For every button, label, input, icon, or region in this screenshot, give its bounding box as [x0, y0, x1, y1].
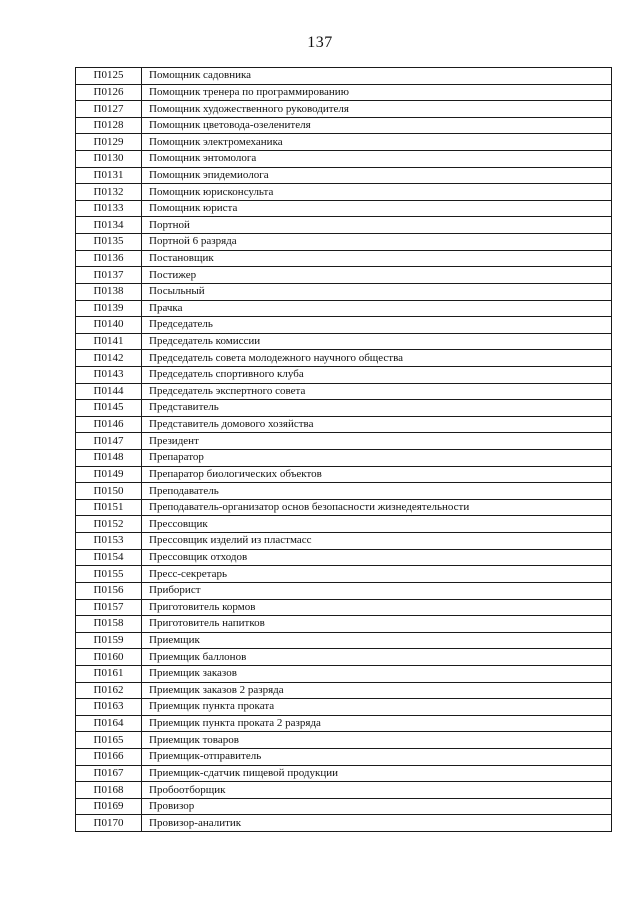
row-code: П0158: [76, 616, 142, 633]
row-code: П0132: [76, 184, 142, 201]
row-code: П0129: [76, 134, 142, 151]
row-name: Приемщик заказов: [142, 665, 612, 682]
row-name: Приемщик: [142, 632, 612, 649]
table-row: [76, 68, 612, 85]
row-name: Приемщик-отправитель: [142, 748, 612, 765]
row-name: Председатель совета молодежного научного общества: [142, 350, 612, 367]
row-name: Представитель домового хозяйства: [142, 416, 612, 433]
row-code: П0151: [76, 499, 142, 516]
table-row: [76, 234, 612, 251]
row-code: П0157: [76, 599, 142, 616]
row-name: Приемщик пункта проката 2 разряда: [142, 715, 612, 732]
table-row: [76, 533, 612, 550]
table-row: [76, 665, 612, 682]
row-code: П0126: [76, 84, 142, 101]
table-row: [76, 200, 612, 217]
row-name: Прачка: [142, 300, 612, 317]
table-row: [76, 682, 612, 699]
row-code: П0165: [76, 732, 142, 749]
row-name: Представитель: [142, 400, 612, 417]
row-name: Портной 6 разряда: [142, 234, 612, 251]
table-row: [76, 699, 612, 716]
table-row: [76, 383, 612, 400]
table-row: [76, 300, 612, 317]
row-code: П0148: [76, 450, 142, 467]
row-name: Приготовитель напитков: [142, 616, 612, 633]
row-name: Приборист: [142, 582, 612, 599]
table-row: [76, 582, 612, 599]
table-row: [76, 333, 612, 350]
row-name: Приемщик товаров: [142, 732, 612, 749]
row-name: Постановщик: [142, 250, 612, 267]
row-code: П0163: [76, 699, 142, 716]
table-row: [76, 765, 612, 782]
table-row: [76, 433, 612, 450]
row-name: Помощник юрисконсульта: [142, 184, 612, 201]
table-row: [76, 217, 612, 234]
row-name: Прессовщик: [142, 516, 612, 533]
row-name: Приемщик пункта проката: [142, 699, 612, 716]
row-name: Помощник цветовода-озеленителя: [142, 117, 612, 134]
row-name: Председатель: [142, 317, 612, 334]
row-code: П0145: [76, 400, 142, 417]
table-row: [76, 815, 612, 832]
row-code: П0136: [76, 250, 142, 267]
row-name: Приготовитель кормов: [142, 599, 612, 616]
row-name: Провизор: [142, 798, 612, 815]
table-row: [76, 350, 612, 367]
row-name: Помощник тренера по программированию: [142, 84, 612, 101]
table-row: [76, 516, 612, 533]
table-row: [76, 400, 612, 417]
table-row: [76, 101, 612, 118]
row-name: Преподаватель-организатор основ безопасности жизнедеятельности: [142, 499, 612, 516]
row-name: Провизор-аналитик: [142, 815, 612, 832]
row-name: Приемщик-сдатчик пищевой продукции: [142, 765, 612, 782]
row-code: П0170: [76, 815, 142, 832]
row-code: П0138: [76, 283, 142, 300]
row-name: Помощник энтомолога: [142, 151, 612, 168]
table-row: [76, 117, 612, 134]
row-code: П0167: [76, 765, 142, 782]
occupation-table: [75, 67, 612, 832]
row-name: Преподаватель: [142, 483, 612, 500]
table-row: [76, 732, 612, 749]
row-code: П0135: [76, 234, 142, 251]
table-row: [76, 549, 612, 566]
row-code: П0127: [76, 101, 142, 118]
table-row: [76, 748, 612, 765]
row-name: Пресс-секретарь: [142, 566, 612, 583]
row-code: П0139: [76, 300, 142, 317]
table-row: [76, 317, 612, 334]
table-row: [76, 782, 612, 799]
row-name: Председатель экспертного совета: [142, 383, 612, 400]
row-code: П0137: [76, 267, 142, 284]
row-name: Помощник эпидемиолога: [142, 167, 612, 184]
row-code: П0159: [76, 632, 142, 649]
row-code: П0128: [76, 117, 142, 134]
table-row: [76, 267, 612, 284]
table-row: [76, 184, 612, 201]
row-name: Постижер: [142, 267, 612, 284]
row-code: П0149: [76, 466, 142, 483]
table-row: [76, 499, 612, 516]
table-row: [76, 632, 612, 649]
row-code: П0133: [76, 200, 142, 217]
row-code: П0125: [76, 68, 142, 85]
table-body: [76, 68, 612, 832]
table-row: [76, 599, 612, 616]
row-code: П0150: [76, 483, 142, 500]
row-code: П0142: [76, 350, 142, 367]
row-code: П0130: [76, 151, 142, 168]
table-row: [76, 649, 612, 666]
row-name: Прессовщик отходов: [142, 549, 612, 566]
row-code: П0162: [76, 682, 142, 699]
row-code: П0141: [76, 333, 142, 350]
row-name: Помощник юриста: [142, 200, 612, 217]
row-name: Помощник электромеханика: [142, 134, 612, 151]
row-name: Председатель комиссии: [142, 333, 612, 350]
row-code: П0164: [76, 715, 142, 732]
row-name: Посыльный: [142, 283, 612, 300]
row-code: П0161: [76, 665, 142, 682]
row-name: Портной: [142, 217, 612, 234]
row-name: Председатель спортивного клуба: [142, 366, 612, 383]
row-code: П0146: [76, 416, 142, 433]
table-row: [76, 715, 612, 732]
table-row: [76, 798, 612, 815]
row-code: П0166: [76, 748, 142, 765]
row-code: П0144: [76, 383, 142, 400]
row-code: П0134: [76, 217, 142, 234]
table-row: [76, 616, 612, 633]
row-code: П0143: [76, 366, 142, 383]
row-code: П0153: [76, 533, 142, 550]
table-row: [76, 250, 612, 267]
row-name: Пробоотборщик: [142, 782, 612, 799]
table-row: [76, 283, 612, 300]
row-code: П0147: [76, 433, 142, 450]
row-code: П0160: [76, 649, 142, 666]
page-number: 137: [307, 34, 333, 51]
row-name: Приемщик баллонов: [142, 649, 612, 666]
table-row: [76, 483, 612, 500]
table-row: [76, 167, 612, 184]
row-code: П0154: [76, 549, 142, 566]
row-name: Прессовщик изделий из пластмасс: [142, 533, 612, 550]
row-code: П0168: [76, 782, 142, 799]
row-code: П0156: [76, 582, 142, 599]
table-row: [76, 466, 612, 483]
table-row: [76, 566, 612, 583]
row-name: Помощник садовника: [142, 68, 612, 85]
row-name: Препаратор: [142, 450, 612, 467]
row-name: Президент: [142, 433, 612, 450]
row-code: П0152: [76, 516, 142, 533]
row-name: Препаратор биологических объектов: [142, 466, 612, 483]
table-row: [76, 134, 612, 151]
row-code: П0131: [76, 167, 142, 184]
row-name: Помощник художественного руководителя: [142, 101, 612, 118]
table-row: [76, 84, 612, 101]
row-name: Приемщик заказов 2 разряда: [142, 682, 612, 699]
table-row: [76, 416, 612, 433]
table-row: [76, 450, 612, 467]
row-code: П0169: [76, 798, 142, 815]
row-code: П0155: [76, 566, 142, 583]
table-row: [76, 151, 612, 168]
row-code: П0140: [76, 317, 142, 334]
table-row: [76, 366, 612, 383]
